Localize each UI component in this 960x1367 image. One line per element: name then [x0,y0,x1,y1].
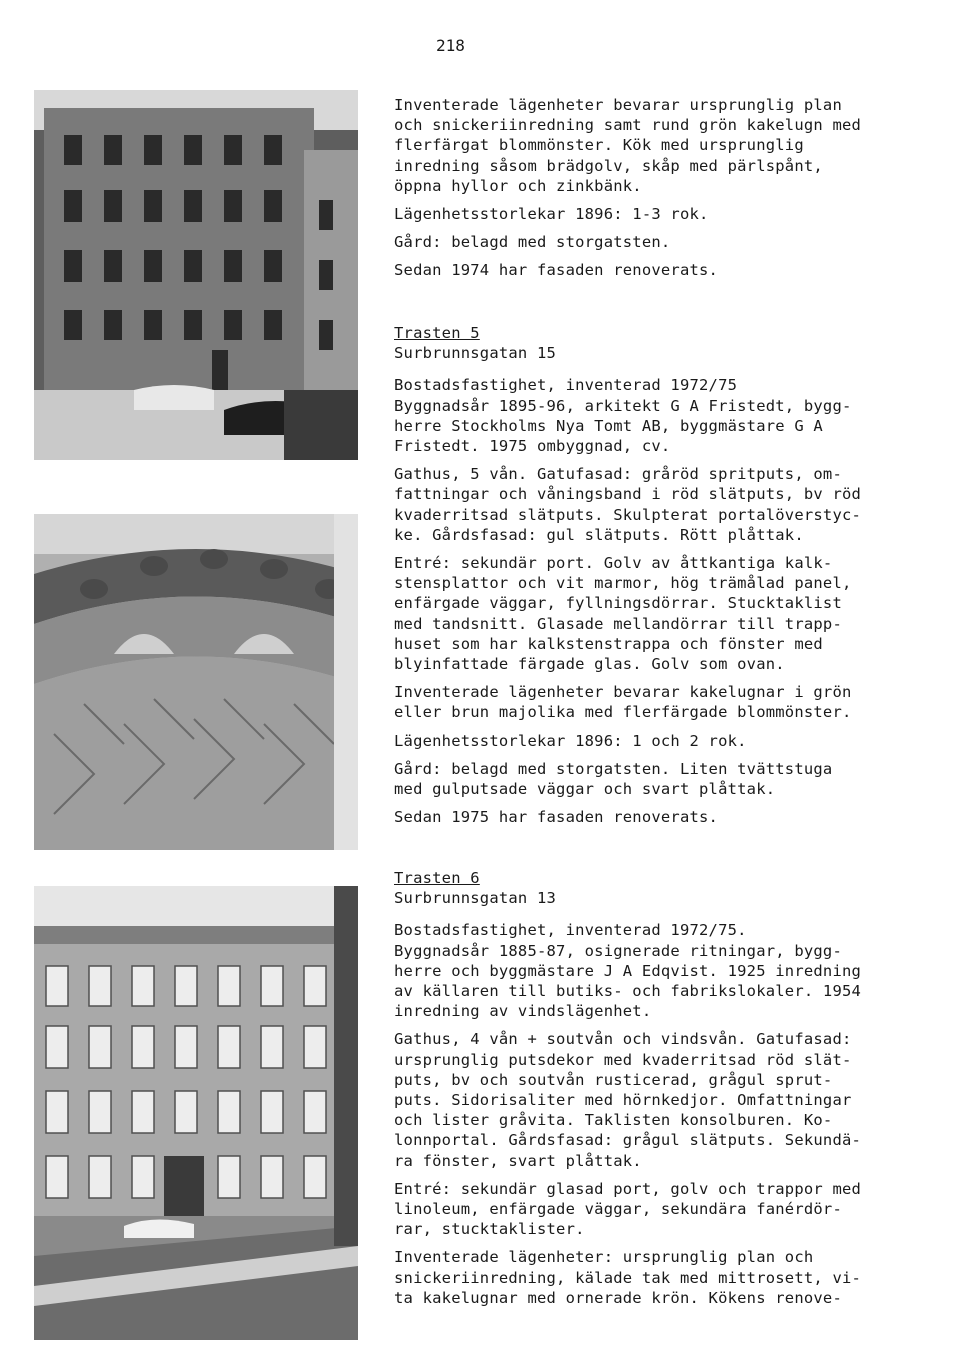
text-block-trasten-6 [394,868,914,1316]
building-photo-trasten-5 [34,90,358,460]
property-title: Trasten 5 [394,324,480,342]
property-title: Trasten 6 [394,869,480,887]
tiled-stove-crown-photo [34,514,358,850]
paragraph-apartments: Inventerade lägenheter bevarar kakelugnar i grön eller brun majolika med flerfärgade blommönster. [394,683,852,722]
paragraph-apartments: Inventerade lägenheter bevarar ursprunglig plan och snickeriinredning samt rund grön kakelugn med flerfärgat blommönster. Kök med ursprunglig inredning såsom brädgolv, skåp med pärlspånt, öppna hyllor och zinkbänk. [394,96,862,195]
paragraph-renovation: Sedan 1975 har fasaden renoverats. [394,808,719,827]
text-block-continuation [394,95,934,289]
text-block-trasten-5 [394,323,914,835]
page-number: 218 [436,36,465,55]
paragraph-facade: Gathus, 4 vån + soutvån och vindsvån. Gatufasad: ursprunglig putsdekor med kvaderritsad röd slät- puts, bv och soutvån rusticerad, grågul sprut- puts. Sidorisaliter med hörnkedjor. Omfattningar och lister gråvita. Taklisten konsolburen. Ko- lonnportal. Gårdsfasad: grågul slätputs. Sekundä- ra fönster, svart plåttak. [394,1030,862,1170]
paragraph-property-info: Bostadsfastighet, inventerad 1972/75. Byggnadsår 1885-87, osignerade ritningar, bygg- herre och byggmästare J A Edqvist. 1925 inredning av källaren till butiks- och fabrikslokaler. 1954 inredning av vindslägenhet. [394,921,862,1021]
paragraph-yard: Gård: belagd med storgatsten. [394,233,671,252]
building-photo-trasten-6 [34,886,358,1340]
street-address: Surbrunnsgatan 15 [394,344,557,363]
paragraph-apartment-sizes: Lägenhetsstorlekar 1896: 1 och 2 rok. [394,731,747,750]
paragraph-renovation: Sedan 1974 har fasaden renoverats. [394,261,719,280]
paragraph-apartment-sizes: Lägenhetsstorlekar 1896: 1-3 rok. [394,205,709,224]
paragraph-yard: Gård: belagd med storgatsten. Liten tvättstuga med gulputsade väggar och svart plåttak. [394,759,833,799]
paragraph-property-info: Bostadsfastighet, inventerad 1972/75 Byggnadsår 1895-96, arkitekt G A Fristedt, bygg- herre Stockholms Nya Tomt AB, byggmästare G A Fristedt. 1975 ombyggnad, cv. [394,376,852,456]
paragraph-entrance: Entré: sekundär port. Golv av åttkantiga kalk- stensplattor och vit marmor, hög trämålad panel, enfärgade väggar, fyllningsdörrar. Stucktaklist med tandsnitt. Glasade mellandörrar till trapp- huset som har kalkstenstrappa och fönster med blyinfattade färgade glas. Golv som ovan. [394,554,852,674]
paragraph-facade: Gathus, 5 vån. Gatufasad: gråröd spritputs, om- fattningar och våningsband i röd slätputs, bv röd kvaderritsad slätputs. Skulpterat portalöverstyc- ke. Gårdsfasad: gul slätputs. Rött plåttak. [394,465,862,544]
paragraph-apartments: Inventerade lägenheter: ursprunglig plan och snickeriinredning, kälade tak med mittrosett, vi- ta kakelugnar med ornerade krön. Kökens renove- [394,1248,862,1307]
paragraph-entrance: Entré: sekundär glasad port, golv och trappor med linoleum, enfärgade väggar, sekundära fanérdör- rar, stucktaklister. [394,1179,862,1239]
street-address: Surbrunnsgatan 13 [394,889,557,908]
